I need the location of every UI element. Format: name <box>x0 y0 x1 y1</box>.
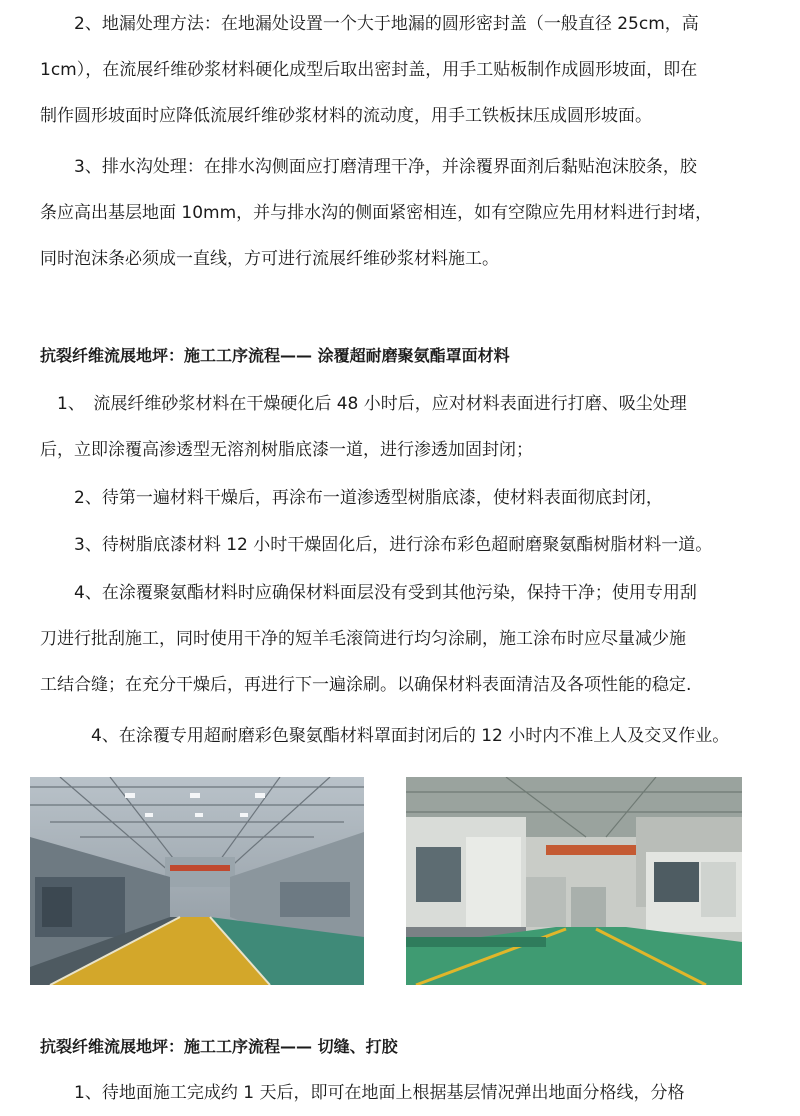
step-item-3 <box>40 522 752 568</box>
text-line: 后，立即涂覆高渗透型无溶剂树脂底漆一道，进行渗透加固封闭； <box>40 440 533 460</box>
text-line: 条应高出基层地面 10mm，并与排水沟的侧面紧密相连，如有空隙应先用材料进行封堵， <box>40 203 713 223</box>
step-item-5 <box>40 713 752 759</box>
step-item-1 <box>40 381 752 473</box>
text-line: 3、排水沟处理：在排水沟侧面应打磨清理干净，并涂覆界面剂后黏贴泡沫胶条，胶 <box>40 157 697 177</box>
text-line: 刀进行批刮施工，同时使用干净的短羊毛滚筒进行均匀涂刷，施工涂布时应尽量减少施 <box>40 629 686 649</box>
paragraph-floor-drain <box>40 1 752 139</box>
text-line: 1、 流展纤维砂浆材料在干燥硬化后 48 小时后，应对材料表面进行打磨、吸尘处理 <box>40 394 687 414</box>
section-heading-cutting-and-sealing: 抗裂纤维流展地坪：施工工序流程—— 切缝、打胶 <box>40 1037 398 1056</box>
paragraph-drainage-ditch <box>40 144 752 282</box>
text-line: 4、在涂覆聚氨酯材料时应确保材料面层没有受到其他污染，保持干净；使用专用刮 <box>40 583 697 603</box>
text-line: 工结合缝；在充分干燥后，再进行下一遍涂刷。以确保材料表面清洁及各项性能的稳定. <box>40 675 692 695</box>
text-line: 2、地漏处理方法：在地漏处设置一个大于地漏的圆形密封盖（一般直径 25cm，高 <box>40 14 699 34</box>
text-line: 1、待地面施工完成约 1 天后，即可在地面上根据基层情况弹出地面分格线，分格 <box>40 1083 685 1103</box>
factory-floor-photo-yellow-aisle <box>30 777 364 985</box>
text-line: 同时泡沫条必须成一直线，方可进行流展纤维砂浆材料施工。 <box>40 249 499 269</box>
text-line: 4、在涂覆专用超耐磨彩色聚氨酯材料罩面封闭后的 12 小时内不准上人及交叉作业。 <box>40 726 730 746</box>
step-item-4 <box>40 570 752 708</box>
text-line: 制作圆形坡面时应降低流展纤维砂浆材料的流动度，用手工铁板抹压成圆形坡面。 <box>40 106 652 126</box>
text-line: 1cm），在流展纤维砂浆材料硬化成型后取出密封盖，用手工贴板制作成圆形坡面，即在 <box>40 60 698 80</box>
text-line: 3、待树脂底漆材料 12 小时干燥固化后，进行涂布彩色超耐磨聚氨酯树脂材料一道。 <box>40 535 713 555</box>
step-item-2 <box>40 475 752 521</box>
factory-floor-photo-green-floor <box>406 777 742 985</box>
section-heading-polyurethane-coating: 抗裂纤维流展地坪：施工工序流程—— 涂覆超耐磨聚氨酯罩面材料 <box>40 346 510 365</box>
step-item-1-cutting <box>40 1070 752 1116</box>
text-line: 2、待第一遍材料干燥后，再涂布一道渗透型树脂底漆，使材料表面彻底封闭， <box>40 488 663 508</box>
